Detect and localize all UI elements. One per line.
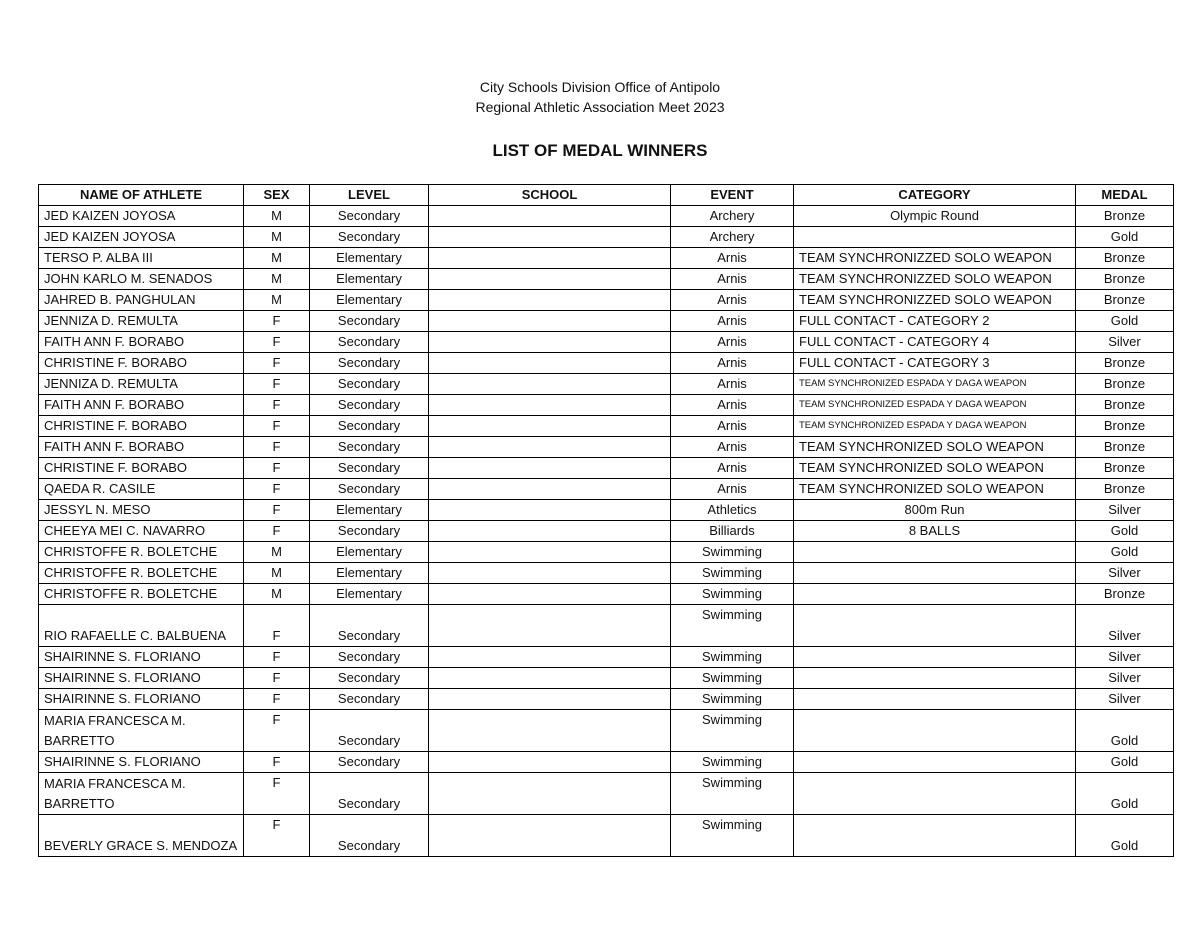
cell-sex: F: [244, 689, 310, 710]
cell-school: [429, 437, 671, 458]
cell-event: Arnis: [671, 479, 794, 500]
document-header-line1: City Schools Division Office of Antipolo: [479, 79, 721, 95]
cell-category: TEAM SYNCHRONIZED ESPADA Y DAGA WEAPON: [794, 374, 1076, 395]
cell-medal: Silver: [1076, 332, 1174, 353]
cell-category: [794, 584, 1076, 605]
cell-event: Swimming: [671, 815, 794, 857]
cell-medal: Bronze: [1076, 437, 1174, 458]
cell-name: FAITH ANN F. BORABO: [39, 332, 244, 353]
table-row: [39, 668, 1174, 689]
cell-event: Arnis: [671, 458, 794, 479]
cell-level: Elementary: [310, 584, 429, 605]
cell-school: [429, 752, 671, 773]
table-row: [39, 269, 1174, 290]
cell-sex: F: [244, 479, 310, 500]
cell-sex: M: [244, 269, 310, 290]
cell-medal: Gold: [1076, 521, 1174, 542]
cell-school: [429, 248, 671, 269]
cell-name: FAITH ANN F. BORABO: [39, 395, 244, 416]
table-row: [39, 815, 1174, 857]
cell-event: Arnis: [671, 437, 794, 458]
cell-sex: F: [244, 395, 310, 416]
cell-event: Arnis: [671, 374, 794, 395]
cell-medal: Silver: [1076, 563, 1174, 584]
cell-category: TEAM SYNCHRONIZED ESPADA Y DAGA WEAPON: [794, 416, 1076, 437]
cell-event: Swimming: [671, 689, 794, 710]
cell-level: Secondary: [310, 815, 429, 857]
document-header-line2: Regional Athletic Association Meet 2023: [475, 99, 725, 115]
column-header-category: CATEGORY: [794, 185, 1076, 206]
cell-event: Archery: [671, 206, 794, 227]
cell-school: [429, 206, 671, 227]
table-row: [39, 479, 1174, 500]
cell-medal: Bronze: [1076, 353, 1174, 374]
table-row: [39, 584, 1174, 605]
cell-level: Secondary: [310, 773, 429, 815]
cell-medal: Bronze: [1076, 248, 1174, 269]
cell-medal: Gold: [1076, 752, 1174, 773]
cell-school: [429, 458, 671, 479]
cell-event: Arnis: [671, 395, 794, 416]
table-row: [39, 206, 1174, 227]
table-row: [39, 689, 1174, 710]
cell-school: [429, 353, 671, 374]
document-title: LIST OF MEDAL WINNERS: [492, 141, 708, 160]
cell-name: BEVERLY GRACE S. MENDOZA: [39, 815, 244, 857]
table-row: [39, 353, 1174, 374]
cell-category: [794, 647, 1076, 668]
cell-sex: F: [244, 815, 310, 857]
cell-school: [429, 668, 671, 689]
cell-name: CHRISTOFFE R. BOLETCHE: [39, 584, 244, 605]
cell-event: Arnis: [671, 269, 794, 290]
cell-sex: M: [244, 563, 310, 584]
cell-level: Secondary: [310, 668, 429, 689]
cell-school: [429, 479, 671, 500]
cell-name: CHEEYA MEI C. NAVARRO: [39, 521, 244, 542]
cell-medal: Bronze: [1076, 290, 1174, 311]
cell-sex: F: [244, 710, 310, 752]
cell-school: [429, 332, 671, 353]
cell-event: Swimming: [671, 710, 794, 752]
cell-event: Swimming: [671, 605, 794, 647]
cell-medal: Bronze: [1076, 584, 1174, 605]
cell-school: [429, 773, 671, 815]
cell-name: JENNIZA D. REMULTA: [39, 311, 244, 332]
cell-event: Billiards: [671, 521, 794, 542]
cell-event: Athletics: [671, 500, 794, 521]
cell-sex: F: [244, 668, 310, 689]
cell-sex: F: [244, 332, 310, 353]
table-row: [39, 374, 1174, 395]
column-header-sex: SEX: [244, 185, 310, 206]
table-row: [39, 437, 1174, 458]
cell-level: Secondary: [310, 332, 429, 353]
cell-name: SHAIRINNE S. FLORIANO: [39, 689, 244, 710]
cell-school: [429, 710, 671, 752]
cell-sex: F: [244, 437, 310, 458]
table-row: [39, 563, 1174, 584]
cell-name: JENNIZA D. REMULTA: [39, 374, 244, 395]
cell-category: [794, 563, 1076, 584]
table-row: [39, 290, 1174, 311]
cell-school: [429, 542, 671, 563]
cell-event: Arnis: [671, 332, 794, 353]
cell-event: Arnis: [671, 416, 794, 437]
cell-name: JAHRED B. PANGHULAN: [39, 290, 244, 311]
cell-level: Elementary: [310, 563, 429, 584]
cell-medal: Silver: [1076, 605, 1174, 647]
cell-sex: F: [244, 353, 310, 374]
cell-category: FULL CONTACT - CATEGORY 2: [794, 311, 1076, 332]
cell-school: [429, 290, 671, 311]
cell-level: Secondary: [310, 311, 429, 332]
cell-medal: Silver: [1076, 647, 1174, 668]
cell-medal: Gold: [1076, 542, 1174, 563]
table-row: [39, 542, 1174, 563]
cell-category: [794, 710, 1076, 752]
cell-medal: Bronze: [1076, 479, 1174, 500]
cell-level: Elementary: [310, 269, 429, 290]
cell-event: Arnis: [671, 353, 794, 374]
column-header-event: EVENT: [671, 185, 794, 206]
cell-school: [429, 374, 671, 395]
cell-name: QAEDA R. CASILE: [39, 479, 244, 500]
cell-sex: M: [244, 542, 310, 563]
cell-sex: F: [244, 647, 310, 668]
cell-sex: M: [244, 584, 310, 605]
table-row: [39, 248, 1174, 269]
cell-category: Olympic Round: [794, 206, 1076, 227]
cell-sex: F: [244, 521, 310, 542]
cell-school: [429, 227, 671, 248]
table-row: [39, 752, 1174, 773]
cell-level: Secondary: [310, 521, 429, 542]
cell-event: Swimming: [671, 773, 794, 815]
table-row: [39, 416, 1174, 437]
cell-medal: Silver: [1076, 668, 1174, 689]
cell-event: Swimming: [671, 752, 794, 773]
cell-name: JOHN KARLO M. SENADOS: [39, 269, 244, 290]
cell-school: [429, 605, 671, 647]
table-row: [39, 395, 1174, 416]
cell-sex: F: [244, 458, 310, 479]
table-row: [39, 773, 1174, 815]
cell-medal: Silver: [1076, 500, 1174, 521]
cell-level: Secondary: [310, 479, 429, 500]
cell-school: [429, 647, 671, 668]
cell-sex: M: [244, 290, 310, 311]
cell-school: [429, 311, 671, 332]
medal-winners-table: [38, 184, 1174, 857]
cell-medal: Bronze: [1076, 206, 1174, 227]
cell-category: FULL CONTACT - CATEGORY 4: [794, 332, 1076, 353]
cell-level: Secondary: [310, 416, 429, 437]
table-row: [39, 311, 1174, 332]
cell-name: JED KAIZEN JOYOSA: [39, 227, 244, 248]
cell-level: Secondary: [310, 437, 429, 458]
table-row: [39, 227, 1174, 248]
cell-category: [794, 689, 1076, 710]
cell-category: 800m Run: [794, 500, 1076, 521]
cell-level: Elementary: [310, 542, 429, 563]
cell-category: TEAM SYNCHRONIZZED SOLO WEAPON: [794, 269, 1076, 290]
column-header-medal: MEDAL: [1076, 185, 1174, 206]
cell-school: [429, 395, 671, 416]
cell-school: [429, 269, 671, 290]
cell-name: SHAIRINNE S. FLORIANO: [39, 668, 244, 689]
table-row: [39, 458, 1174, 479]
cell-level: Secondary: [310, 227, 429, 248]
cell-category: TEAM SYNCHRONIZZED SOLO WEAPON: [794, 248, 1076, 269]
cell-level: Secondary: [310, 605, 429, 647]
cell-school: [429, 416, 671, 437]
cell-category: [794, 773, 1076, 815]
cell-category: [794, 752, 1076, 773]
column-header-name: NAME OF ATHLETE: [39, 185, 244, 206]
column-header-level: LEVEL: [310, 185, 429, 206]
cell-medal: Gold: [1076, 311, 1174, 332]
cell-sex: F: [244, 374, 310, 395]
cell-sex: M: [244, 206, 310, 227]
cell-level: Secondary: [310, 353, 429, 374]
table-row: [39, 710, 1174, 752]
cell-name: CHRISTINE F. BORABO: [39, 416, 244, 437]
cell-sex: F: [244, 416, 310, 437]
cell-level: Secondary: [310, 710, 429, 752]
cell-sex: F: [244, 752, 310, 773]
column-header-school: SCHOOL: [429, 185, 671, 206]
cell-category: TEAM SYNCHRONIZED ESPADA Y DAGA WEAPON: [794, 395, 1076, 416]
cell-level: Secondary: [310, 458, 429, 479]
cell-event: Swimming: [671, 563, 794, 584]
cell-level: Secondary: [310, 374, 429, 395]
cell-category: [794, 668, 1076, 689]
cell-level: Secondary: [310, 395, 429, 416]
table-row: [39, 521, 1174, 542]
cell-category: TEAM SYNCHRONIZED SOLO WEAPON: [794, 479, 1076, 500]
cell-name: CHRISTOFFE R. BOLETCHE: [39, 542, 244, 563]
cell-medal: Silver: [1076, 689, 1174, 710]
cell-level: Elementary: [310, 500, 429, 521]
cell-category: [794, 605, 1076, 647]
cell-category: [794, 227, 1076, 248]
cell-category: FULL CONTACT - CATEGORY 3: [794, 353, 1076, 374]
cell-name: FAITH ANN F. BORABO: [39, 437, 244, 458]
cell-name: JED KAIZEN JOYOSA: [39, 206, 244, 227]
cell-school: [429, 500, 671, 521]
cell-event: Arnis: [671, 311, 794, 332]
cell-category: [794, 542, 1076, 563]
cell-medal: Bronze: [1076, 416, 1174, 437]
table-row: [39, 500, 1174, 521]
cell-school: [429, 689, 671, 710]
cell-school: [429, 815, 671, 857]
cell-name: JESSYL N. MESO: [39, 500, 244, 521]
cell-name: MARIA FRANCESCA M. BARRETTO: [39, 710, 244, 752]
cell-level: Secondary: [310, 689, 429, 710]
cell-level: Elementary: [310, 290, 429, 311]
cell-medal: Bronze: [1076, 458, 1174, 479]
cell-event: Arnis: [671, 248, 794, 269]
cell-name: RIO RAFAELLE C. BALBUENA: [39, 605, 244, 647]
cell-name: CHRISTOFFE R. BOLETCHE: [39, 563, 244, 584]
table-row: [39, 647, 1174, 668]
cell-level: Elementary: [310, 248, 429, 269]
cell-sex: F: [244, 311, 310, 332]
cell-school: [429, 563, 671, 584]
cell-medal: Gold: [1076, 815, 1174, 857]
cell-category: TEAM SYNCHRONIZZED SOLO WEAPON: [794, 290, 1076, 311]
cell-event: Swimming: [671, 668, 794, 689]
cell-name: SHAIRINNE S. FLORIANO: [39, 647, 244, 668]
cell-event: Archery: [671, 227, 794, 248]
cell-name: CHRISTINE F. BORABO: [39, 458, 244, 479]
cell-sex: M: [244, 227, 310, 248]
cell-level: Secondary: [310, 752, 429, 773]
cell-name: CHRISTINE F. BORABO: [39, 353, 244, 374]
table-body: [39, 206, 1174, 857]
cell-event: Arnis: [671, 290, 794, 311]
cell-medal: Gold: [1076, 773, 1174, 815]
cell-sex: F: [244, 773, 310, 815]
cell-name: MARIA FRANCESCA M. BARRETTO: [39, 773, 244, 815]
cell-category: [794, 815, 1076, 857]
cell-category: 8 BALLS: [794, 521, 1076, 542]
cell-school: [429, 584, 671, 605]
cell-name: TERSO P. ALBA III: [39, 248, 244, 269]
cell-event: Swimming: [671, 584, 794, 605]
cell-sex: F: [244, 500, 310, 521]
cell-medal: Bronze: [1076, 269, 1174, 290]
cell-level: Secondary: [310, 647, 429, 668]
cell-level: Secondary: [310, 206, 429, 227]
cell-medal: Bronze: [1076, 374, 1174, 395]
cell-medal: Bronze: [1076, 395, 1174, 416]
table-row: [39, 332, 1174, 353]
cell-event: Swimming: [671, 542, 794, 563]
cell-sex: F: [244, 605, 310, 647]
table-row: [39, 605, 1174, 647]
cell-sex: M: [244, 248, 310, 269]
table-header: [39, 185, 1174, 206]
cell-category: TEAM SYNCHRONIZED SOLO WEAPON: [794, 458, 1076, 479]
cell-name: SHAIRINNE S. FLORIANO: [39, 752, 244, 773]
cell-medal: Gold: [1076, 710, 1174, 752]
cell-medal: Gold: [1076, 227, 1174, 248]
cell-event: Swimming: [671, 647, 794, 668]
cell-category: TEAM SYNCHRONIZED SOLO WEAPON: [794, 437, 1076, 458]
cell-school: [429, 521, 671, 542]
